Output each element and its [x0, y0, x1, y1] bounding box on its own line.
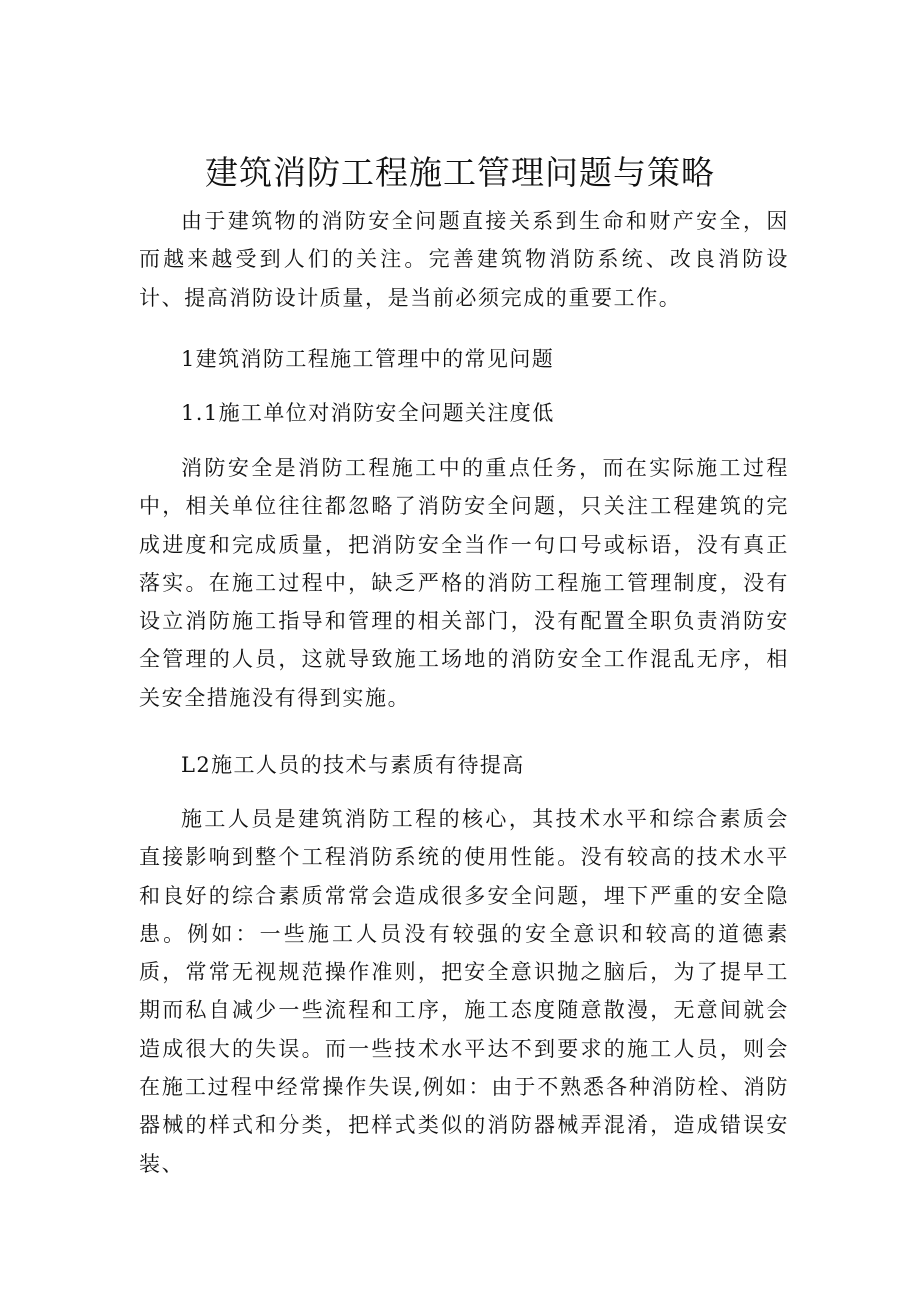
section-1-2-paragraph: 施工人员是建筑消防工程的核心，其技术水平和综合素质会直接影响到整个工程消防系统的使用性能。没有较高的技术水平和良好的综合素质常常会造成很多安全问题，埋下严重的安全隐患。例如：一些施工人员没有较强的安全意识和较高的道德素质，常常无视规范操作准则，把安全意识抛之脑后，为了提早工期而私自减少一些流程和工序，施工态度随意散漫，无意间就会造成很大的失误。而一些技术水平达不到要求的施工人员，则会在施工过程中经常操作失误,例如：由于不熟悉各种消防栓、消防器械的样式和分类，把样式类似的消防器械弄混淆，造成错误安装、 [139, 807, 789, 1176]
section-1-heading: 1建筑消防工程施工管理中的常见问题 [181, 347, 555, 371]
document-title: 建筑消防工程施工管理问题与策略 [205, 153, 715, 193]
section-1-1-heading: 1.1施工单位对消防安全问题关注度低 [181, 401, 555, 425]
section-1-2-heading: L2施工人员的技术与素质有待提高 [181, 753, 525, 777]
section-1-1-paragraph: 消防安全是消防工程施工中的重点任务，而在实际施工过程中，相关单位往往都忽略了消防安全问题，只关注工程建筑的完成进度和完成质量，把消防安全当作一句口号或标语，没有真正落实。在施工过程中，缺乏严格的消防工程施工管理制度，没有设立消防施工指导和管理的相关部门，没有配置全职负责消防安全管理的人员，这就导致施工场地的消防安全工作混乱无序，相关安全措施没有得到实施。 [139, 456, 789, 710]
intro-paragraph: 由于建筑物的消防安全问题直接关系到生命和财产安全，因而越来越受到人们的关注。完善建筑物消防系统、改良消防设计、提高消防设计质量，是当前必须完成的重要工作。 [139, 209, 789, 310]
